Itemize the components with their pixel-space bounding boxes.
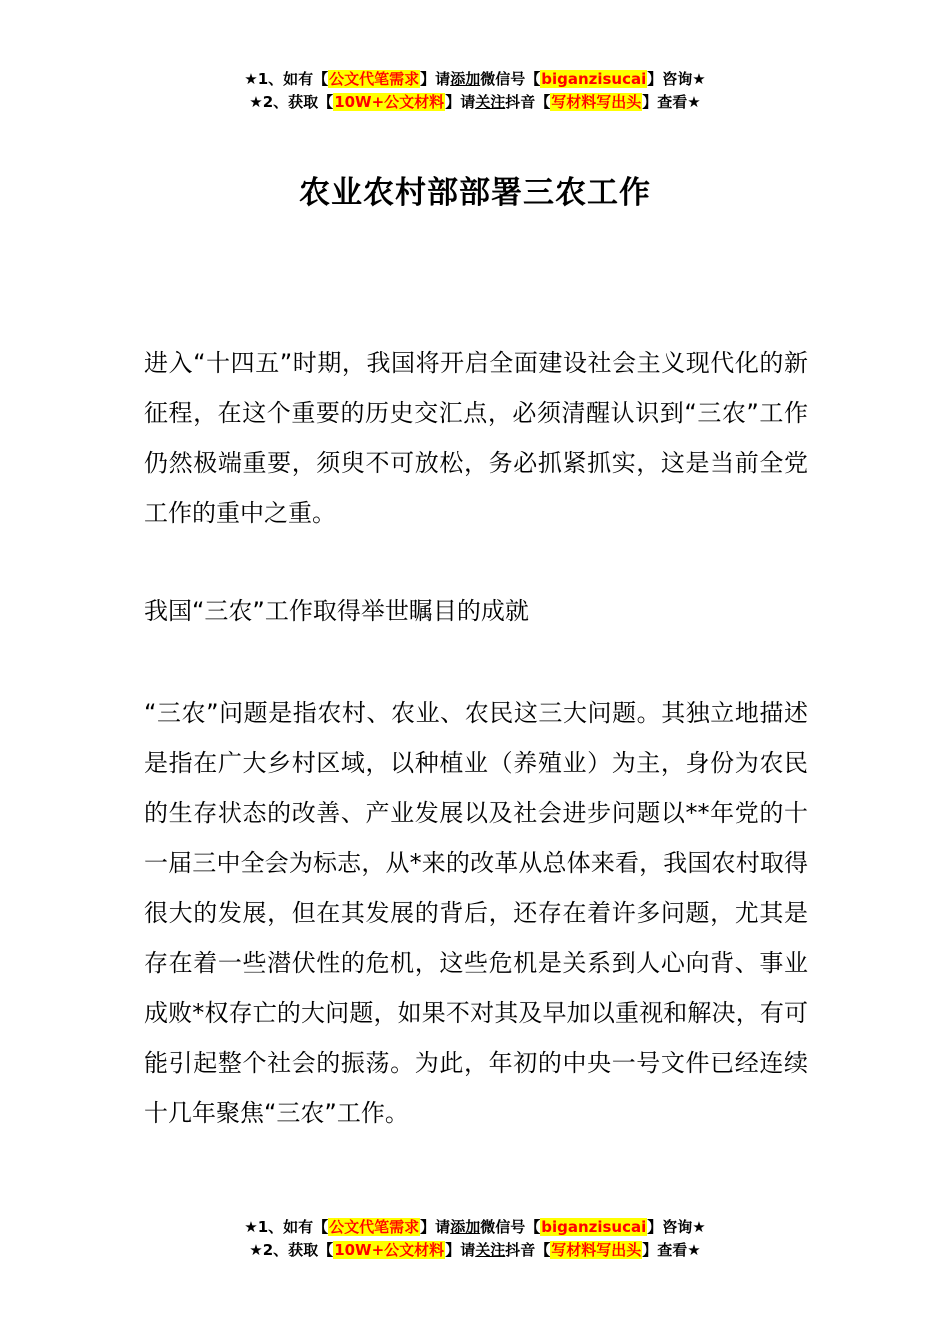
promo-text: 】请: [445, 93, 476, 111]
promo-header: [0, 68, 950, 114]
section-heading: 我国“三农”工作取得举世瞩目的成就: [144, 597, 529, 625]
douyin-account: 写材料写出头: [551, 93, 642, 111]
page-title: 农业农村部部署三农工作: [299, 174, 651, 211]
douyin-account: 写材料写出头: [551, 1241, 642, 1259]
wechat-id: biganzisucai: [541, 1218, 647, 1236]
promo-text: 】请: [420, 70, 451, 88]
promo-highlight: 10W+公文材料: [334, 1241, 445, 1259]
promo-line-1: [0, 68, 950, 91]
promo-text: 抖音【: [505, 1241, 551, 1259]
promo-line-2: [0, 91, 950, 114]
promo-emphasis: 添加: [450, 1218, 481, 1236]
promo-highlight: 公文代笔需求: [329, 1218, 420, 1236]
wechat-id: biganzisucai: [541, 70, 647, 88]
promo-footer: [0, 1216, 950, 1262]
promo-text: ★1、如有【: [244, 70, 329, 88]
promo-text: ★2、获取【: [249, 1241, 334, 1259]
paragraph-intro: 进入“十四五”时期，我国将开启全面建设社会主义现代化的新征程，在这个重要的历史交汇点，必须清醒认识到“三农”工作仍然极端重要，须臾不可放松，务必抓紧抓实，这是当前全党工作的重中之重。: [144, 349, 808, 527]
promo-emphasis: 添加: [450, 70, 481, 88]
promo-text: 】咨询★: [647, 1218, 706, 1236]
promo-line-1: [0, 1216, 950, 1239]
promo-text: ★2、获取【: [249, 93, 334, 111]
promo-text: 】请: [420, 1218, 451, 1236]
promo-highlight: 10W+公文材料: [334, 93, 445, 111]
paragraph-body: “三农”问题是指农村、农业、农民这三大问题。其独立地描述是指在广大乡村区域，以种植业（养殖业）为主，身份为农民的生存状态的改善、产业发展以及社会进步问题以**年党的十一届三中全会为标志，从*来的改革从总体来看，我国农村取得很大的发展，但在其发展的背后，还存在着许多问题，尤其是存在着一些潜伏性的危机，这些危机是关系到人心向背、事业成败*权存亡的大问题，如果不对其及早加以重视和解决，有可能引起整个社会的振荡。为此，年初的中央一号文件已经连续十几年聚焦“三农”工作。: [144, 699, 808, 1127]
promo-text: 】查看★: [642, 93, 701, 111]
promo-text: 微信号【: [480, 1218, 541, 1236]
promo-emphasis: 关注: [475, 93, 506, 111]
promo-text: ★1、如有【: [244, 1218, 329, 1236]
promo-text: 】咨询★: [647, 70, 706, 88]
promo-text: 抖音【: [505, 93, 551, 111]
promo-text: 】请: [445, 1241, 476, 1259]
promo-text: 微信号【: [480, 70, 541, 88]
promo-text: 】查看★: [642, 1241, 701, 1259]
promo-emphasis: 关注: [475, 1241, 506, 1259]
promo-line-2: [0, 1239, 950, 1262]
promo-highlight: 公文代笔需求: [329, 70, 420, 88]
